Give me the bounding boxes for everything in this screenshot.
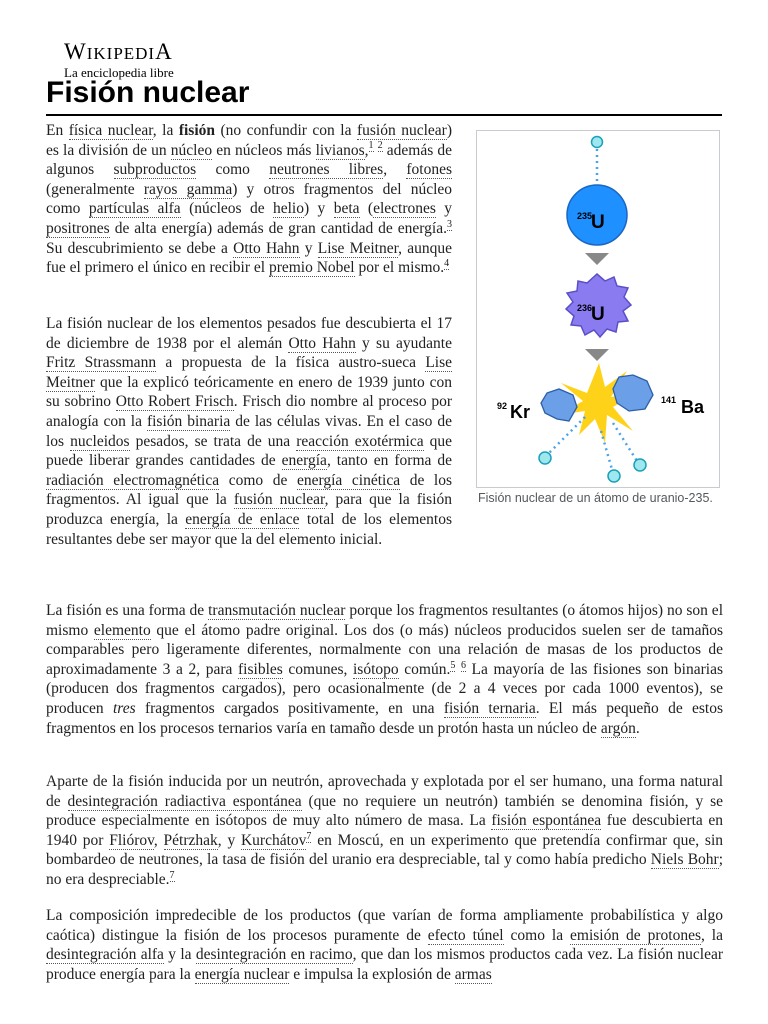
- link-efecto-tunel[interactable]: efecto túnel: [427, 926, 504, 944]
- emitted-neutron-icon-1: [539, 452, 551, 464]
- krypton-92-fragment: [541, 389, 577, 421]
- link-fusion-nuclear[interactable]: fusión nuclear: [356, 122, 447, 139]
- link-fision-ternaria[interactable]: fisión ternaria: [443, 699, 536, 717]
- link-rayos-gamma[interactable]: rayos gamma: [143, 180, 233, 198]
- u235-symbol-label: U: [591, 212, 605, 233]
- link-energia[interactable]: energía: [281, 452, 327, 470]
- fission-figure[interactable]: [476, 130, 720, 488]
- link-niels-bohr[interactable]: Niels Bohr: [650, 851, 719, 869]
- link-helio[interactable]: helio: [273, 200, 304, 218]
- link-armas[interactable]: armas: [454, 965, 492, 983]
- link-fision-binaria[interactable]: fisión binaria: [146, 412, 231, 430]
- ref-1[interactable]: 1: [368, 140, 374, 152]
- ref-4[interactable]: 4: [444, 258, 450, 269]
- ref-6[interactable]: 6: [460, 659, 466, 671]
- u235-mass-label: 235: [577, 211, 593, 221]
- link-otto-hahn[interactable]: Otto Hahn: [233, 239, 300, 257]
- link-petrzhak[interactable]: Pétrzhak: [163, 831, 218, 849]
- link-fusion-nuclear-2[interactable]: fusión nuclear: [233, 491, 325, 509]
- link-nucleidos[interactable]: nucleidos: [70, 432, 130, 450]
- link-fliorov[interactable]: Fliórov: [109, 831, 154, 849]
- emitted-neutron-icon-3: [608, 470, 620, 482]
- u236-symbol-label: U: [591, 304, 605, 325]
- logo-tagline: La enciclopedia libre: [64, 65, 174, 80]
- link-neutrones-libres[interactable]: neutrones libres: [269, 161, 384, 179]
- figure-caption: Fisión nuclear de un átomo de uranio-235.: [478, 491, 713, 505]
- kr-symbol-label: Kr: [510, 402, 531, 422]
- emitted-neutron-icon-2: [634, 459, 646, 471]
- link-subproductos[interactable]: subproductos: [113, 161, 197, 179]
- link-desintegracion-alfa[interactable]: desintegración alfa: [46, 946, 164, 964]
- u236-mass-label: 236: [577, 303, 593, 313]
- link-electrones[interactable]: electrones: [373, 200, 436, 218]
- link-lise-meitner[interactable]: Lise Meitner: [46, 354, 453, 391]
- paragraph-transmutation: La fisión es una forma de transmutación nuclear porque los fragmentos resultantes (o átomos hijos) no son el mismo elemento que el átomo padre original. Los dos (o más) núcleos producidos suelen ser de tamaños comparables pero ligeramente diferentes, normalmente con una relación de masas de los productos de aproximadamente 3 a 2, para fisibles comunes, isótopo común.$^5$ $^6$ La mayoría de las fisiones son binarias (producen dos fragmentos cargados), pero ocasionalmente (de 2 a 4 veces por cada 1000 eventos), se producen tres fragmentos cargados positivamente, en una fisión ternaria. El más pequeño de estos fragmentos en los procesos ternarios varía en tamaño desde un protón hasta un núcleo de argón.: [46, 602, 723, 737]
- link-otto-robert-frisch[interactable]: Otto Robert Frisch: [115, 393, 234, 411]
- link-fisica-nuclear[interactable]: física nuclear: [68, 122, 153, 139]
- ba-mass-label: 141: [661, 395, 677, 405]
- italic-term: tres: [112, 699, 136, 717]
- link-argon[interactable]: argón: [600, 719, 636, 737]
- arrow-down-icon: [585, 253, 609, 265]
- ref-3[interactable]: 3: [447, 218, 452, 230]
- link-energia-de-enlace[interactable]: energía de enlace: [185, 510, 300, 528]
- link-fision-espontanea[interactable]: fisión espontánea: [491, 812, 602, 830]
- link-transmutacion-nuclear[interactable]: transmutación nuclear: [208, 602, 346, 619]
- link-livianos[interactable]: livianos: [315, 141, 365, 159]
- kr-mass-label: 92: [497, 401, 508, 411]
- link-otto-hahn[interactable]: Otto Hahn: [288, 334, 356, 352]
- page-title: Fisión nuclear: [46, 76, 250, 109]
- ref-5[interactable]: 5: [450, 659, 456, 671]
- incoming-neutron-icon: [592, 137, 603, 148]
- arrow-down-icon-2: [585, 349, 609, 361]
- ba-symbol-label: Ba: [681, 397, 705, 417]
- link-radiacion-electromagnetica[interactable]: radiación electromagnética: [46, 471, 220, 489]
- link-nucleo[interactable]: núcleo: [170, 141, 213, 159]
- logo-wordmark: WIKIPEDIA: [64, 39, 173, 64]
- link-fisibles[interactable]: fisibles: [238, 660, 283, 678]
- paragraph-spontaneous: Aparte de la fisión inducida por un neutrón, aprovechada y explotada por el ser humano, una forma natural de desintegración radiactiva espontánea (que no requiere un neutrón) también se denomina fisión, y se produce especialmente en isótopos de muy alto número de masa. La fisión espontánea fue descubierta en 1940 por Fliórov, Pétrzhak, y Kurchátov$^7$ en Moscú, en un experimento que pretendía confirmar que, sin bombardeo de neutrones, la tasa de fisión del uranio era despreciable, tal y como había predicho Niels Bohr; no era despreciable.$^7$: [46, 773, 724, 888]
- link-desintegracion-radiactiva[interactable]: desintegración radiactiva espontánea: [67, 792, 302, 810]
- link-reaccion-exotermica[interactable]: reacción exotérmica: [296, 432, 424, 450]
- link-emision-de-protones[interactable]: emisión de protones: [570, 926, 701, 944]
- ref-2[interactable]: 2: [377, 140, 383, 152]
- title-divider: [46, 114, 722, 116]
- link-kurchatov[interactable]: Kurchátov: [240, 831, 307, 849]
- link-premio-nobel[interactable]: premio Nobel: [268, 259, 355, 277]
- link-desintegracion-en-racimo[interactable]: desintegración en racimo: [195, 946, 353, 964]
- link-beta[interactable]: beta: [333, 200, 360, 218]
- paragraph-history: La fisión nuclear de los elementos pesados fue descubierta el 17 de diciembre de 1938 por el alemán Otto Hahn y su ayudante Fritz Strassmann a propuesta de la física austro-sueca Lise Meitner que la explicó teóricamente en enero de 1939 junto con su sobrino Otto Robert Frisch. Frisch dio nombre al proceso por analogía con la fisión binaria de las células vivas. En el caso de los nucleidos pesados, se trata de una reacción exotérmica que puede liberar grandes cantidades de energía, tanto en forma de radiación electromagnética como de energía cinética de los fragmentos. Al igual que la fusión nuclear, para que la fisión produzca energía, la energía de enlace total de los elementos resultantes debe ser mayor que la del elemento inicial.: [46, 315, 453, 548]
- paragraph-composition: La composición impredecible de los productos (que varían de forma ampliamente probabilística y algo caótica) distingue la fisión de los procesos puramente de efecto túnel como la emisión de protones, la desintegración alfa y la desintegración en racimo, que dan los mismos productos cada vez. La fisión nuclear produce energía para la energía nuclear e impulsa la explosión de armas: [46, 907, 724, 983]
- link-energia-cinetica[interactable]: energía cinética: [296, 471, 401, 489]
- paragraph-intro: En física nuclear, la fisión (no confundir con la fusión nuclear) es la división de un núcleo en núcleos más livianos,$^1$ $^2$ además de algunos subproductos como neutrones libres, fotones (generalmente rayos gamma) y otros fragmentos del núcleo como partículas alfa (núcleos de helio) y beta (electrones y positrones de alta energía) además de gran cantidad de energía.$^3$ Su descubrimiento se debe a Otto Hahn y Lise Meitner, aunque fue el primero el único en recibir el premio Nobel por el mismo.$^4$: [46, 122, 453, 277]
- link-particulas-alfa[interactable]: partículas alfa: [88, 200, 181, 218]
- ref-7[interactable]: 7: [306, 830, 312, 842]
- bold-term: fisión: [178, 122, 216, 139]
- link-energia-nuclear[interactable]: energía nuclear: [194, 965, 290, 983]
- link-positrones[interactable]: positrones: [46, 219, 110, 237]
- link-isotopo[interactable]: isótopo: [353, 660, 399, 678]
- barium-141-fragment: [613, 375, 653, 411]
- emitted-neutron-paths: [549, 417, 637, 473]
- link-elemento[interactable]: elemento: [93, 621, 151, 639]
- link-fotones[interactable]: fotones: [406, 161, 453, 179]
- ref-7b[interactable]: 7: [169, 869, 175, 881]
- link-lise-meitner[interactable]: Lise Meitner: [317, 239, 399, 257]
- link-fritz-strassmann[interactable]: Fritz Strassmann: [46, 354, 157, 372]
